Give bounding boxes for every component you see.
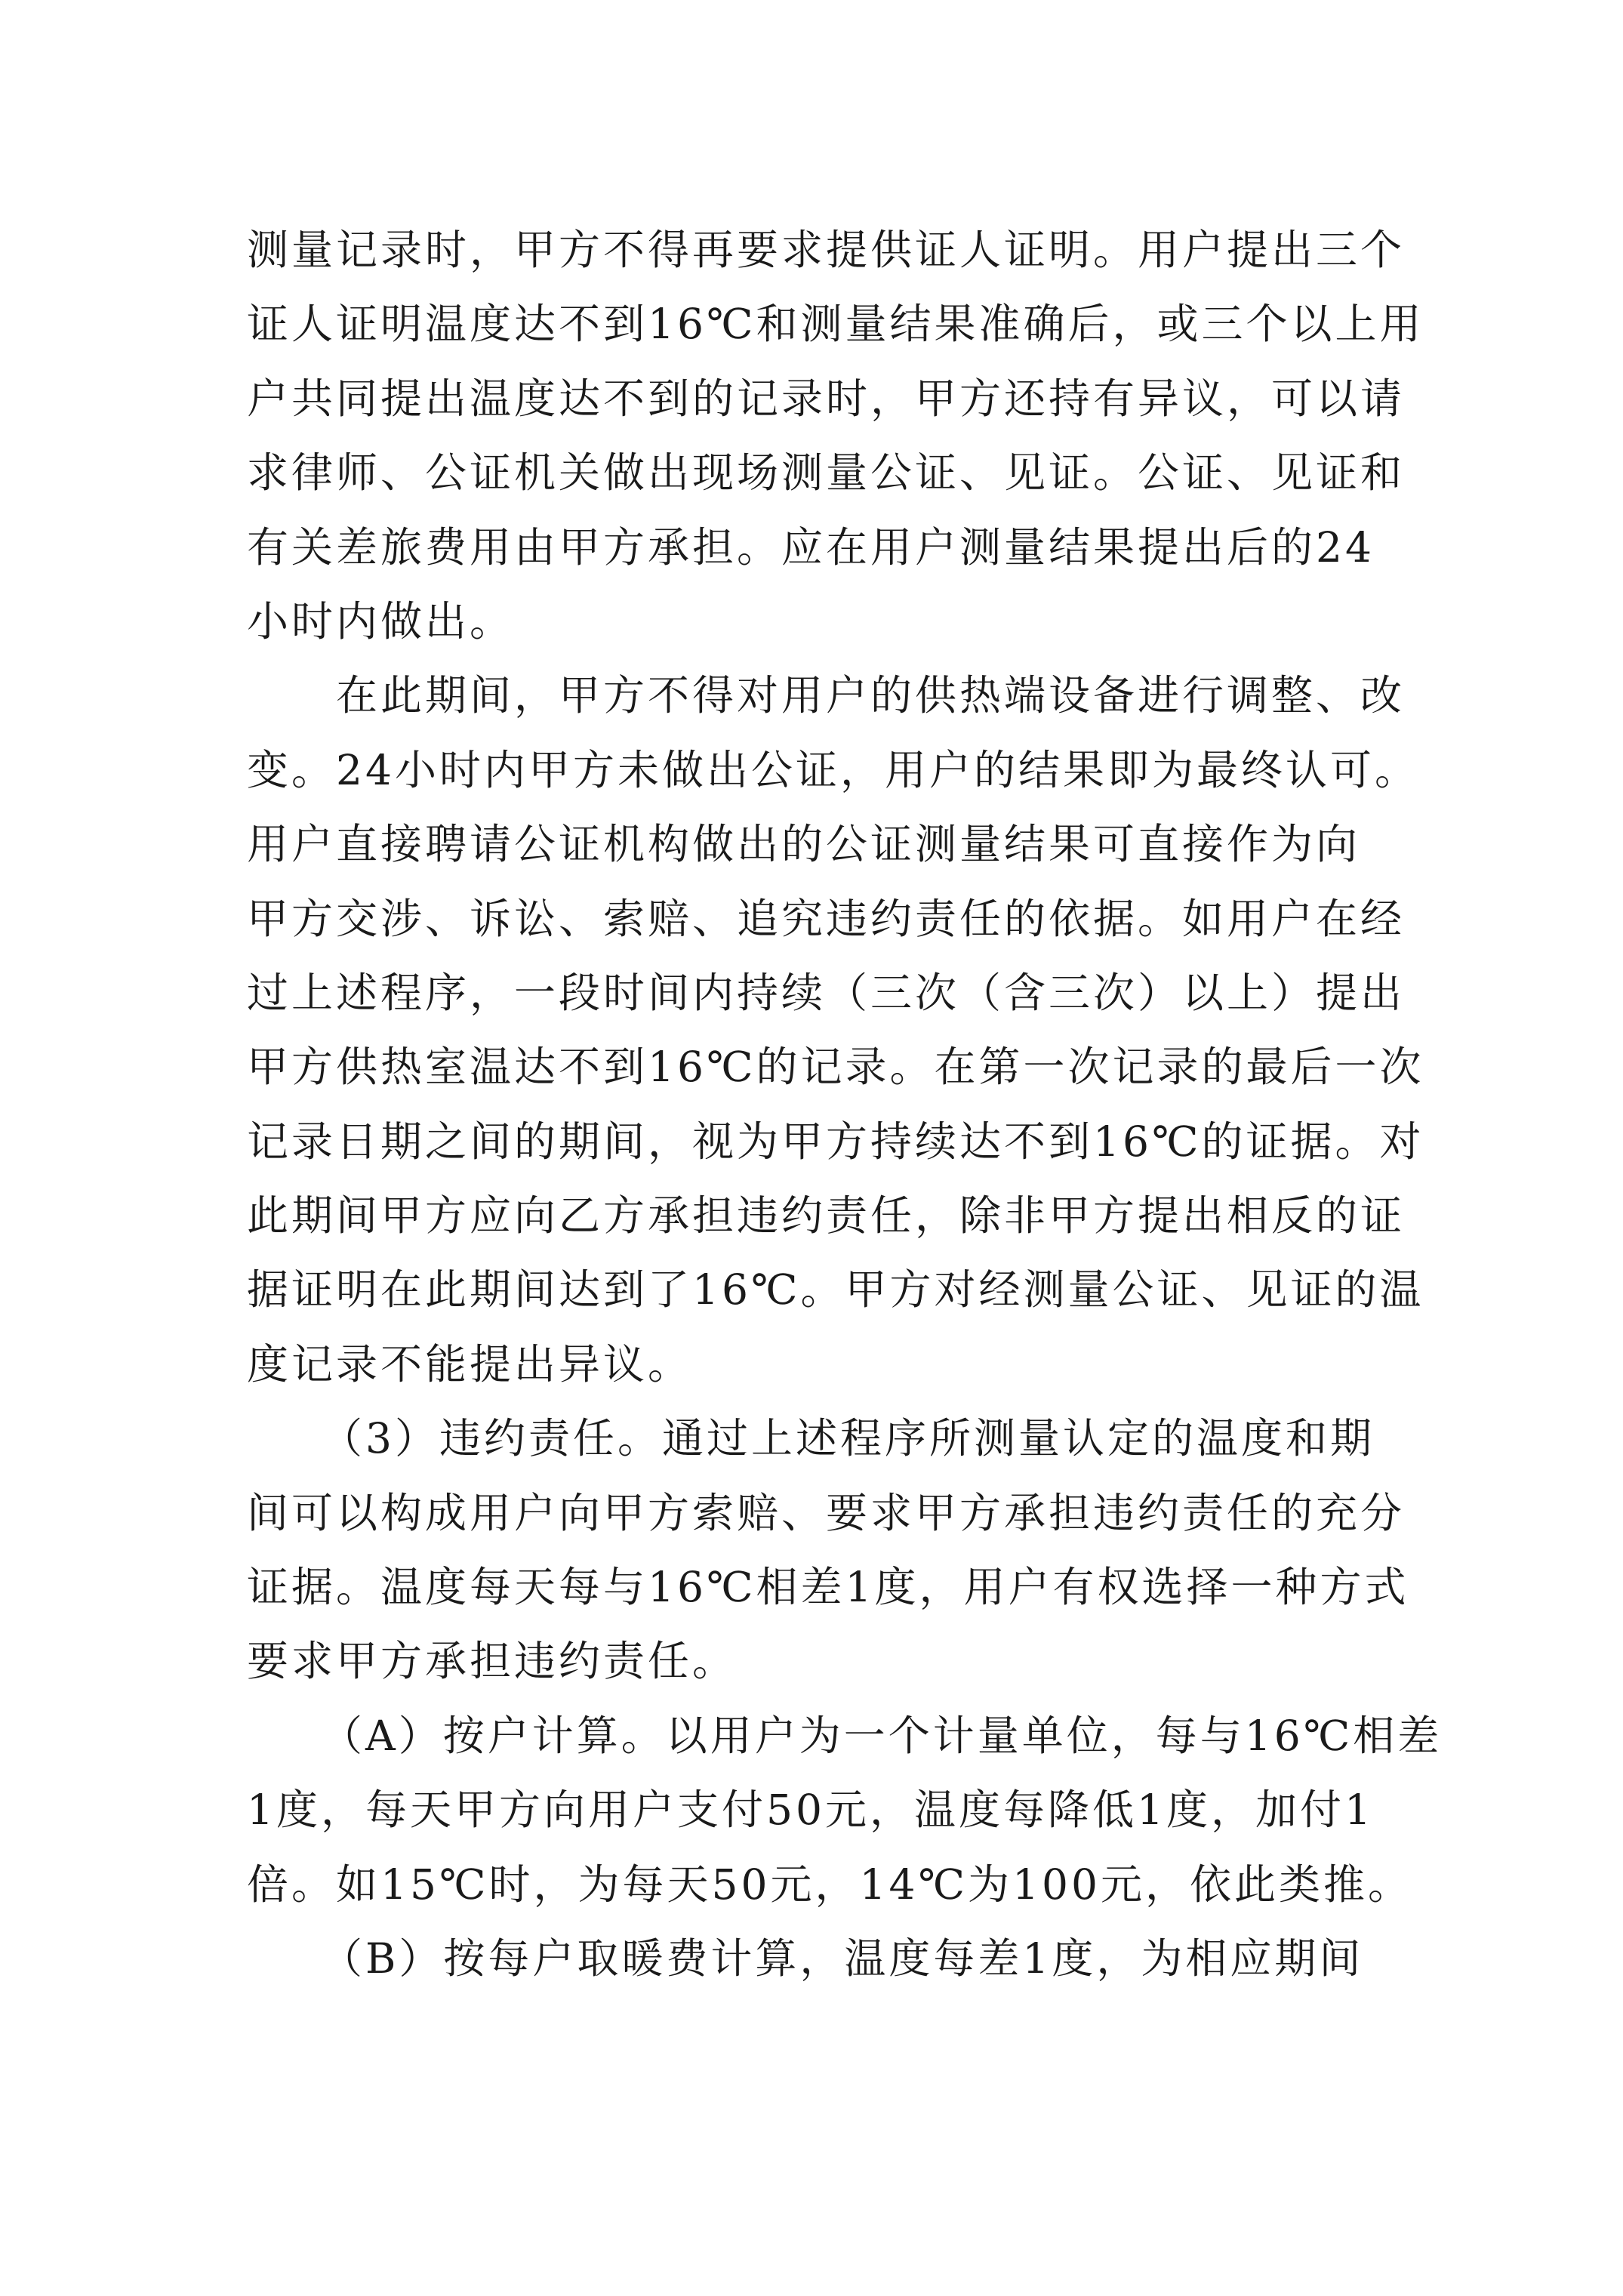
text-line: 间可以构成用户向甲方索赔、要求甲方承担违约责任的充分: [247, 1488, 1406, 1537]
text-line: 证据。温度每天每与16℃相差1度，用户有权选择一种方式: [247, 1563, 1409, 1612]
text-line: 据证明在此期间达到了16℃。甲方对经测量公证、见证的温: [247, 1265, 1424, 1314]
text-line: 求律师、公证机关做出现场测量公证、见证。公证、见证和: [247, 448, 1406, 498]
paragraph-start-line: 在此期间，甲方不得对用户的供热端设备进行调整、改: [336, 671, 1406, 720]
text-line: 户共同提出温度达不到的记录时，甲方还持有异议，可以请: [247, 374, 1406, 423]
text-line: 过上述程序，一段时间内持续（三次（含三次）以上）提出: [247, 968, 1406, 1017]
paragraph-start-line: （A）按户计算。以用户为一个计量单位，每与16℃相差: [321, 1711, 1443, 1760]
text-line: 倍。如15℃时，为每天50元，14℃为100元，依此类推。: [247, 1860, 1412, 1909]
text-line: 变。24小时内甲方未做出公证，用户的结果即为最终认可。: [247, 745, 1419, 794]
text-line: 有关差旅费用由甲方承担。应在用户测量结果提出后的24: [247, 522, 1375, 572]
paragraph-start-line: （B）按每户取暖费计算，温度每差1度，为相应期间: [321, 1934, 1364, 1983]
text-line: 小时内做出。: [247, 596, 515, 646]
text-line: 测量记录时，甲方不得再要求提供证人证明。用户提出三个: [247, 226, 1406, 274]
text-line: 甲方供热室温达不到16℃的记录。在第一次记录的最后一次: [247, 1043, 1424, 1092]
text-line: 记录日期之间的期间，视为甲方持续达不到16℃的证据。对: [247, 1117, 1424, 1166]
text-line: 证人证明温度达不到16℃和测量结果准确后，或三个以上用: [247, 300, 1424, 349]
text-line: 此期间甲方应向乙方承担违约责任，除非甲方提出相反的证: [247, 1191, 1406, 1240]
section-heading-line: （3）违约责任。通过上述程序所测量认定的温度和期: [321, 1414, 1375, 1463]
text-line: 度记录不能提出异议。: [247, 1339, 693, 1388]
document-body: [247, 213, 1443, 1996]
text-line: 要求甲方承担违约责任。: [247, 1637, 738, 1686]
text-line: 1度，每天甲方向用户支付50元，温度每降低1度，加付1: [247, 1786, 1374, 1835]
text-line: 甲方交涉、诉讼、索赔、追究违约责任的依据。如用户在经: [247, 894, 1406, 943]
text-line: 用户直接聘请公证机构做出的公证测量结果可直接作为向: [247, 820, 1361, 869]
